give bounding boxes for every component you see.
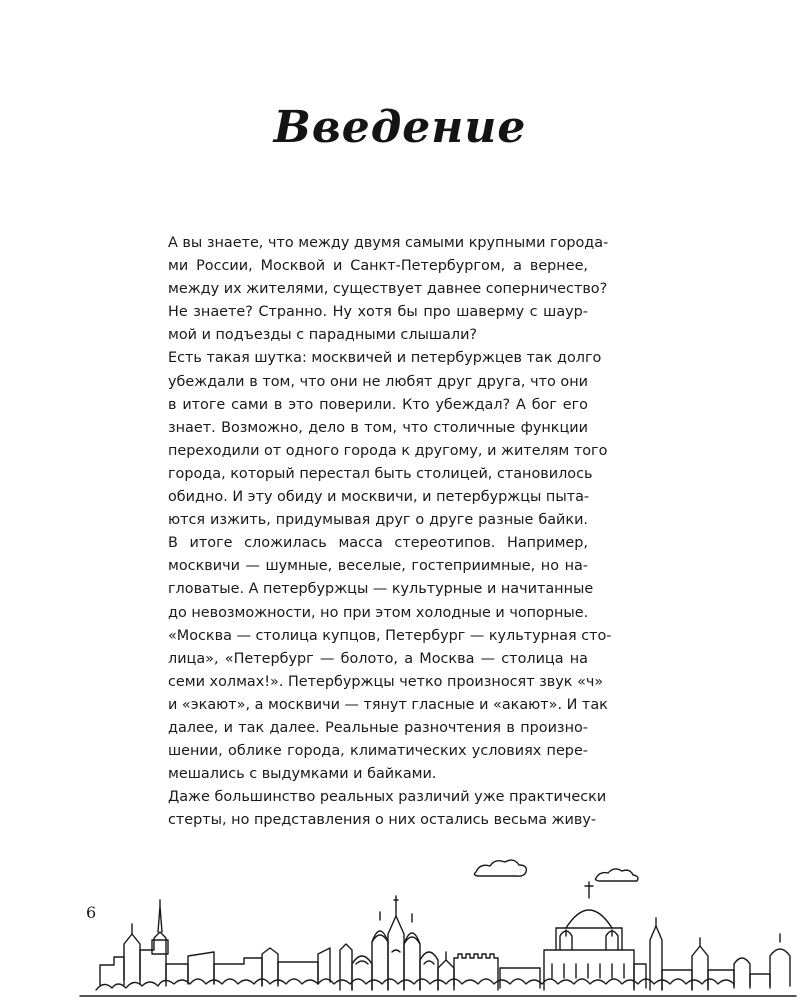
- text-line: в итоге сами в это поверили. Кто убеждал? А бог его: [168, 396, 588, 413]
- text-line: мешались с выдумками и байками.: [168, 766, 437, 783]
- text-line: «Москва — столица купцов, Петербург — культурная сто-: [168, 627, 612, 644]
- text-line: и «экают», а москвичи — тянут гласные и «акают». И так: [168, 696, 608, 713]
- text-line: Есть такая шутка: москвичей и петербуржцев так долго: [168, 350, 602, 367]
- text-line: города, который перестал быть столицей, становилось: [168, 465, 593, 482]
- text-line: между их жителями, существует давнее соперничество?: [168, 281, 608, 298]
- text-line: до невозможности, но при этом холодные и чопорные.: [168, 604, 589, 621]
- text-line: обидно. И эту обиду и москвичи, и петербуржцы пыта-: [168, 489, 590, 506]
- text-line: семи холмах!». Петербуржцы четко произносят звук «ч»: [168, 673, 604, 690]
- page-number: 6: [86, 903, 97, 922]
- body-text: [168, 232, 612, 832]
- text-line: ми России, Москвой и Санкт-Петербургом, а вернее,: [168, 258, 588, 275]
- text-line: лица», «Петербург — болото, а Москва — столица на: [168, 650, 588, 667]
- text-line: В итоге сложилась масса стереотипов. Например,: [168, 535, 588, 552]
- text-line: москвичи — шумные, веселые, гостеприимные, но на-: [168, 558, 588, 575]
- text-line: А вы знаете, что между двумя самыми крупными города-: [168, 235, 609, 251]
- text-line: гловатые. А петербуржцы — культурные и начитанные: [168, 581, 594, 598]
- text-line: Не знаете? Странно. Ну хотя бы про шаверму с шаур-: [168, 304, 588, 321]
- text-line: знает. Возможно, дело в том, что столичные функции: [168, 419, 588, 436]
- text-line: шении, облике города, климатических условиях пере-: [168, 743, 588, 760]
- text-line: переходили от одного города к другому, и жителям того: [168, 442, 608, 459]
- text-line: Даже большинство реальных различий уже практически: [168, 789, 607, 806]
- text-line: мой и подъезды с парадными слышали?: [168, 327, 478, 344]
- text-line: ются изжить, придумывая друг о друге разные байки.: [168, 512, 588, 529]
- page-title: Введение: [273, 102, 527, 153]
- text-line: далее, и так далее. Реальные разночтения в произно-: [168, 719, 588, 736]
- city-skyline-icon: [0, 840, 800, 1000]
- text-line: стерты, но представления о них остались весьма живу-: [168, 812, 597, 829]
- text-line: убеждали в том, что они не любят друг друга, что они: [168, 373, 588, 390]
